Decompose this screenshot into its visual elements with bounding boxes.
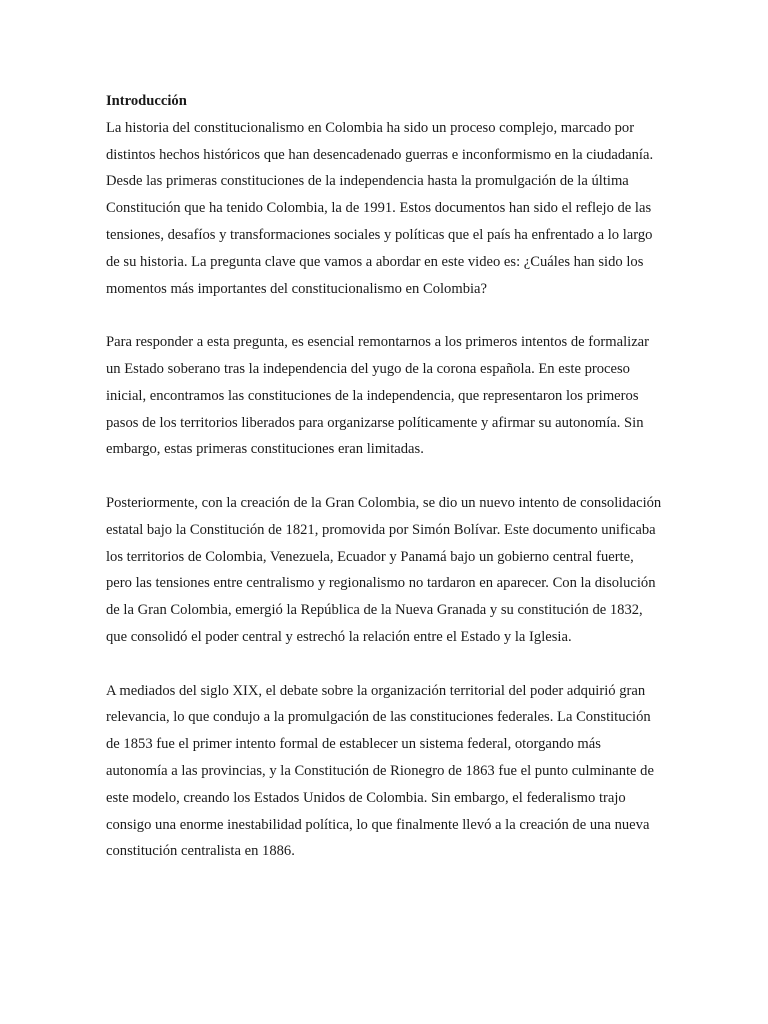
paragraph-1: La historia del constitucionalismo en Colombia ha sido un proceso complejo, marcado por distintos hechos históricos que han desencadenado guerras e inconformismo en la ciudadanía. Desde las primeras constituciones de la independencia hasta la promulgación de la última Constitución que ha tenido Colombia, la de 1991. Estos documentos han sido el reflejo de las tensiones, desafíos y transformaciones sociales y políticas que el país ha enfrentado a lo largo de su historia. La pregunta clave que vamos a abordar en este video es: ¿Cuáles han sido los momentos más importantes del constitucionalismo en Colombia? (106, 119, 654, 297)
document-title: Introducción (106, 93, 187, 109)
paragraph-4: A mediados del siglo XIX, el debate sobre la organización territorial del poder adquirió gran relevancia, lo que condujo a la promulgación de las constituciones federales. La Constitución de 1853 fue el primer intento formal de establecer un sistema federal, otorgando más autonomía a las provincias, y la Constitución de Rionegro de 1863 fue el punto culminante de este modelo, creando los Estados Unidos de Colombia. Sin embargo, el federalismo trajo consigo una enorme inestabilidad política, lo que finalmente llevó a la creación de una nueva constitución centralista en 1886. (106, 682, 654, 860)
paragraph-3: Posteriormente, con la creación de la Gran Colombia, se dio un nuevo intento de consolidación estatal bajo la Constitución de 1821, promovida por Simón Bolívar. Este documento unificaba los territorios de Colombia, Venezuela, Ecuador y Panamá bajo un gobierno central fuerte, pero las tensiones entre centralismo y regionalismo no tardaron en aparecer. Con la disolución de la Gran Colombia, emergió la República de la Nueva Granada y su constitución de 1832, que consolidó el poder central y estrechó la relación entre el Estado y la Iglesia. (106, 494, 662, 645)
paragraph-2: Para responder a esta pregunta, es esencial remontarnos a los primeros intentos de formalizar un Estado soberano tras la independencia del yugo de la corona española. En este proceso inicial, encontramos las constituciones de la independencia, que representaron los primeros pasos de los territorios liberados para organizarse políticamente y afirmar su autonomía. Sin embargo, estas primeras constituciones eran limitadas. (106, 334, 650, 458)
document-body (106, 88, 662, 865)
